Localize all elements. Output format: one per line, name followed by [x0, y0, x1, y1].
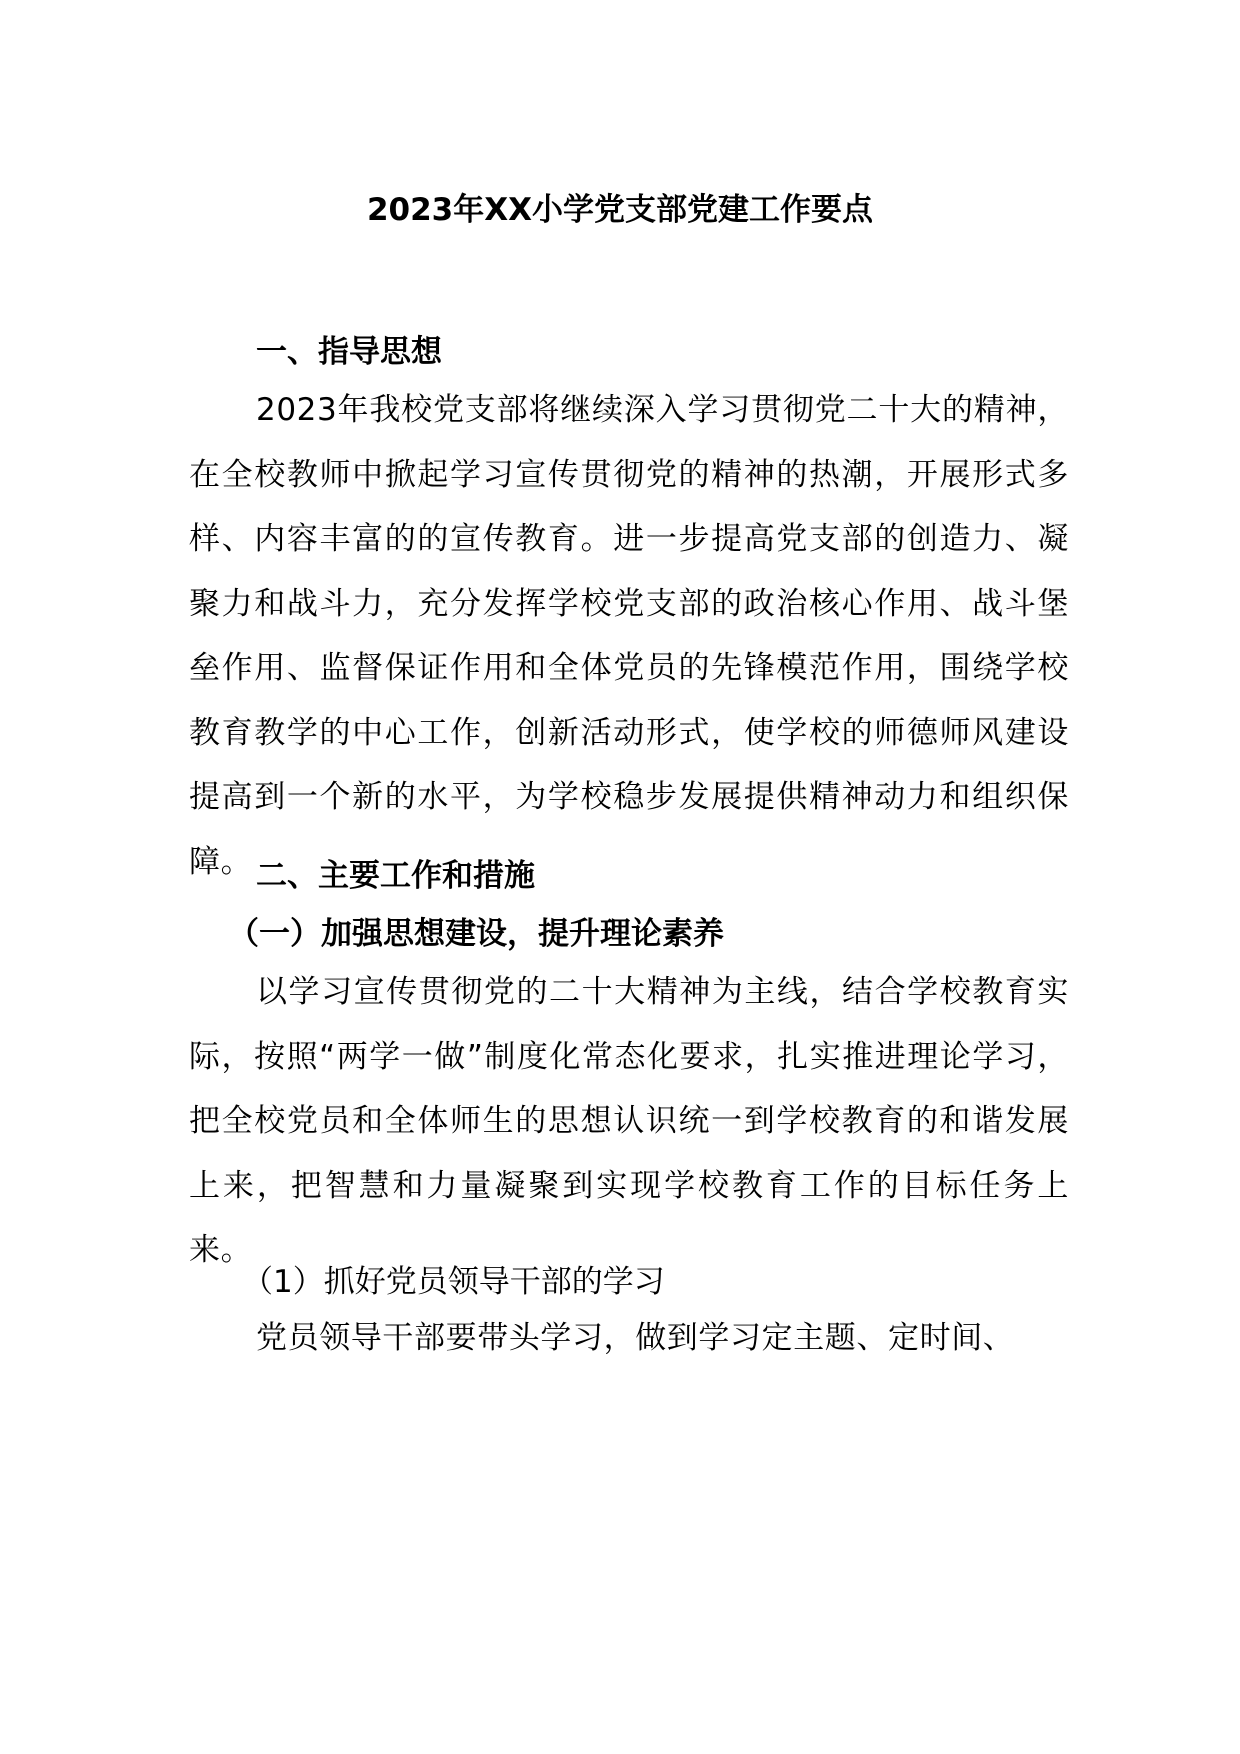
- document-title: 2023年XX小学党支部党建工作要点: [366, 192, 874, 228]
- item-heading-leader-study: （1）抓好党员领导干部的学习: [242, 1264, 665, 1300]
- subsection-heading-ideological-building: （一）加强思想建设，提升理论素养: [228, 916, 724, 952]
- item-paragraph-leader-study: 党员领导干部要带头学习，做到学习定主题、定时间、: [256, 1320, 1015, 1356]
- subsection-paragraph-ideological-building: 以学习宣传贯彻党的二十大精神为主线，结合学校教育实际，按照“两学一做”制度化常态化要求，扎实推进理论学习，把全校党员和全体师生的思想认识统一到学校教育的和谐发展上来，把智慧和力量凝聚到实现学校教育工作的目标任务上来。: [189, 974, 1069, 1268]
- section-heading-guiding-ideology: 一、指导思想: [256, 334, 442, 370]
- section-heading-main-work: 二、主要工作和措施: [256, 858, 535, 894]
- section-paragraph-guiding-ideology: 2023年我校党支部将继续深入学习贯彻党二十大的精神，在全校教师中掀起学习宣传贯彻党的精神的热潮，开展形式多样、内容丰富的的宣传教育。进一步提高党支部的创造力、凝聚力和战斗力，充分发挥学校党支部的政治核心作用、战斗堡垒作用、监督保证作用和全体党员的先锋模范作用，围绕学校教育教学的中心工作，创新活动形式，使学校的师德师风建设提高到一个新的水平，为学校稳步发展提供精神动力和组织保障。: [189, 392, 1069, 880]
